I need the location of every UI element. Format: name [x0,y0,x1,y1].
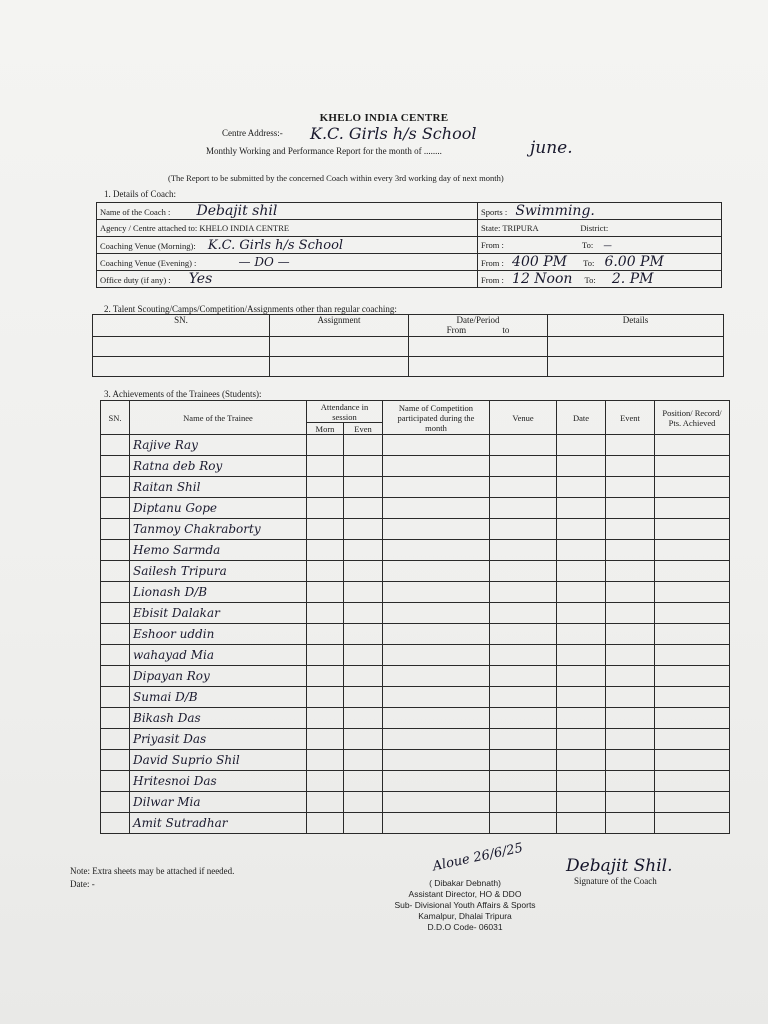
table-cell [606,645,655,666]
table-cell [655,750,730,771]
trainee-name: wahayad Mia [130,645,307,666]
table-cell [490,771,557,792]
table-cell [557,771,606,792]
table-cell [344,645,383,666]
table-cell [101,561,130,582]
table-cell [557,477,606,498]
table-cell [655,519,730,540]
table-row [101,771,730,792]
table-cell [490,540,557,561]
table-cell [101,582,130,603]
table-cell [344,750,383,771]
section-1-heading: 1. Details of Coach: [104,189,176,199]
table-cell [490,645,557,666]
table-cell [557,792,606,813]
table-cell [557,813,606,834]
table-row [101,792,730,813]
table-cell [606,435,655,456]
table-cell [383,729,490,750]
table-cell [307,792,344,813]
to-label-1: To: [582,239,594,250]
table-row [101,750,730,771]
table-cell [383,519,490,540]
time-row-3 [478,271,722,288]
time-row-2 [478,254,722,271]
trainee-name: Lionash D/B [130,582,307,603]
table-cell [655,687,730,708]
table-row [101,687,730,708]
table-cell [490,477,557,498]
table-cell [307,498,344,519]
table-cell [557,666,606,687]
table-cell [383,645,490,666]
district-label: District: [580,223,609,233]
table-cell [606,771,655,792]
talent-col-date [409,315,548,337]
talent-col-sn: SN. [93,315,270,337]
table-cell [344,540,383,561]
ach-col-competition: Name of Competition participated during the month [383,401,490,435]
table-cell [490,750,557,771]
table-cell [557,582,606,603]
table-cell [344,498,383,519]
monthly-report-label: Monthly Working and Performance Report for the month of ........ [206,146,442,156]
table-cell [655,645,730,666]
table-cell [490,813,557,834]
ach-col-position: Position/ Record/ Pts. Achieved [655,401,730,435]
table-cell [490,708,557,729]
talent-cell [409,337,548,357]
to-value-3: 2. PM [611,271,654,287]
table-cell [383,540,490,561]
table-cell [307,708,344,729]
table-cell [101,645,130,666]
table-row [101,813,730,834]
submission-instruction: (The Report to be submitted by the concerned Coach within every 3rd working day of next month) [168,173,504,183]
table-cell [655,624,730,645]
table-row [101,477,730,498]
trainee-name: Diptanu Gope [130,498,307,519]
table-cell [383,792,490,813]
table-cell [307,519,344,540]
to-value-1: — [603,240,612,251]
table-cell [344,582,383,603]
table-cell [344,435,383,456]
stamp-line: Kamalpur, Dhalai Tripura [418,911,512,921]
table-cell [344,561,383,582]
table-cell [606,456,655,477]
talent-col-details: Details [548,315,724,337]
table-cell [101,771,130,792]
table-row [101,519,730,540]
table-cell [490,582,557,603]
table-cell [101,540,130,561]
table-cell [307,582,344,603]
table-cell [557,435,606,456]
table-cell [606,582,655,603]
trainee-name: Sailesh Tripura [130,561,307,582]
table-cell [606,666,655,687]
table-cell [606,540,655,561]
talent-scouting-table [92,314,724,377]
table-cell [101,603,130,624]
table-cell [655,561,730,582]
to-label-3: To: [584,275,596,285]
table-cell [307,477,344,498]
trainee-name: Ratna deb Roy [130,456,307,477]
table-cell [344,519,383,540]
table-cell [307,624,344,645]
stamp-line: ( Dibakar Debnath) [429,878,501,888]
table-cell [307,540,344,561]
achievements-table [100,400,730,834]
venue-morning-value: K.C. Girls h/s School [207,237,344,253]
table-cell [606,519,655,540]
table-cell [490,624,557,645]
to-value-2: 6.00 PM [604,254,664,270]
table-cell [383,582,490,603]
talent-cell [270,357,409,377]
state-cell [478,220,722,237]
trainee-name: David Suprio Shil [130,750,307,771]
table-row [101,666,730,687]
trainee-name: Priyasit Das [130,729,307,750]
table-cell [490,687,557,708]
table-cell [606,498,655,519]
table-cell [307,666,344,687]
officer-signature: Aloue 26/6/25 [431,840,525,875]
table-cell [101,519,130,540]
trainee-name: Dilwar Mia [130,792,307,813]
stamp-line: D.D.O Code- 06031 [427,922,503,932]
table-cell [490,666,557,687]
talent-cell [548,337,724,357]
from-label-3: From : [481,275,504,285]
talent-cell [548,357,724,377]
table-row [101,456,730,477]
table-cell [344,624,383,645]
table-cell [557,456,606,477]
table-cell [655,540,730,561]
table-cell [557,708,606,729]
ach-col-morn: Morn [307,423,344,435]
coach-signature-label: Signature of the Coach [574,876,657,886]
table-cell [101,456,130,477]
table-row [101,435,730,456]
section-3-heading: 3. Achievements of the Trainees (Students): [104,389,262,399]
table-cell [307,771,344,792]
table-cell [557,561,606,582]
table-cell [655,456,730,477]
agency-cell: Agency / Centre attached to: KHELO INDIA CENTRE [97,220,478,237]
sports-label: Sports : [481,207,508,217]
time-row-1 [478,237,722,254]
ach-col-even: Even [344,423,383,435]
form-title: KHELO INDIA CENTRE [319,112,449,124]
table-cell [490,456,557,477]
table-cell [101,813,130,834]
table-cell [307,603,344,624]
table-cell [307,435,344,456]
trainee-name: Hemo Sarmda [130,540,307,561]
table-cell [557,624,606,645]
table-cell [557,603,606,624]
table-cell [307,813,344,834]
extra-sheets-note: Note: Extra sheets may be attached if needed. [70,866,235,876]
table-cell [606,708,655,729]
talent-cell [409,357,548,377]
talent-cell [93,337,270,357]
table-cell [307,687,344,708]
talent-col-assignment: Assignment [270,315,409,337]
trainee-name: Amit Sutradhar [130,813,307,834]
table-cell [344,792,383,813]
table-row [101,561,730,582]
trainee-name: Bikash Das [130,708,307,729]
table-cell [383,435,490,456]
table-cell [383,624,490,645]
centre-address-value: K.C. Girls h/s School [310,124,477,143]
table-cell [606,624,655,645]
date-label: Date: - [70,879,95,889]
table-cell [101,624,130,645]
table-cell [557,687,606,708]
table-cell [606,792,655,813]
talent-col-to: to [502,325,510,335]
table-cell [383,456,490,477]
from-label-2: From : [481,258,504,268]
table-cell [655,666,730,687]
table-cell [101,708,130,729]
trainee-name: Raitan Shil [130,477,307,498]
coach-signature: Debajit Shil. [566,856,673,876]
office-duty-value: Yes [188,271,213,287]
table-cell [557,540,606,561]
table-row [101,498,730,519]
table-cell [344,456,383,477]
table-cell [606,603,655,624]
table-cell [655,813,730,834]
section-2-heading: 2. Talent Scouting/Camps/Competition/Assignments other than regular coaching: [104,304,397,314]
table-cell [655,792,730,813]
ach-col-attendance: Attendance in session [307,401,383,423]
talent-cell [270,337,409,357]
table-row [101,624,730,645]
table-cell [490,603,557,624]
venue-morning-cell [97,237,478,254]
table-cell [383,813,490,834]
table-cell [557,645,606,666]
venue-morning-label: Coaching Venue (Morning): [100,240,196,251]
table-cell [383,687,490,708]
talent-col-from-to [412,325,544,335]
table-cell [655,477,730,498]
table-cell [383,771,490,792]
table-cell [557,498,606,519]
table-cell [383,750,490,771]
table-row [101,603,730,624]
table-cell [655,498,730,519]
trainee-name: Ebisit Dalakar [130,603,307,624]
coach-name-cell [97,203,478,220]
table-cell [101,477,130,498]
table-cell [490,792,557,813]
sports-cell [478,203,722,220]
table-cell [655,708,730,729]
table-cell [383,666,490,687]
table-cell [344,708,383,729]
from-label-1: From : [481,239,504,250]
trainee-name: Tanmoy Chakraborty [130,519,307,540]
table-cell [655,771,730,792]
table-row [101,540,730,561]
trainee-name: Dipayan Roy [130,666,307,687]
table-cell [606,813,655,834]
from-value-3: 12 Noon [512,271,573,287]
coach-details-table [96,202,722,288]
table-row [101,582,730,603]
table-cell [557,750,606,771]
table-row [101,729,730,750]
trainee-name: Rajive Ray [130,435,307,456]
trainee-name: Hritesnoi Das [130,771,307,792]
ach-col-name: Name of the Trainee [130,401,307,435]
ach-col-sn: SN. [101,401,130,435]
table-cell [557,519,606,540]
table-cell [655,729,730,750]
table-cell [606,687,655,708]
table-cell [101,498,130,519]
table-cell [606,750,655,771]
table-cell [655,603,730,624]
centre-address-label: Centre Address:- [222,128,283,138]
venue-evening-label: Coaching Venue (Evening) : [100,258,197,268]
venue-evening-cell [97,254,478,271]
table-cell [344,477,383,498]
table-cell [101,792,130,813]
table-cell [307,729,344,750]
table-cell [344,687,383,708]
table-cell [344,771,383,792]
table-cell [606,729,655,750]
table-cell [344,729,383,750]
table-cell [490,561,557,582]
trainee-name: Sumai D/B [130,687,307,708]
table-cell [557,729,606,750]
table-cell [606,477,655,498]
table-cell [490,519,557,540]
table-cell [101,687,130,708]
table-cell [307,561,344,582]
stamp-line: Sub- Divisional Youth Affairs & Sports [394,900,536,910]
from-value-2: 400 PM [512,254,567,270]
table-cell [490,498,557,519]
table-cell [101,729,130,750]
office-duty-label: Office duty (if any) : [100,275,171,285]
table-cell [101,750,130,771]
office-duty-cell [97,271,478,288]
table-cell [383,561,490,582]
month-value: june. [530,138,573,158]
table-cell [307,456,344,477]
talent-col-date-label: Date/Period [456,315,500,325]
table-cell [383,603,490,624]
trainee-name: Eshoor uddin [130,624,307,645]
stamp-line: Assistant Director, HO & DDO [408,889,522,899]
table-cell [383,477,490,498]
table-cell [490,729,557,750]
table-row [101,708,730,729]
table-cell [307,645,344,666]
coach-name-value: Debajit shil [196,203,278,219]
officer-stamp [360,878,570,933]
state-label: State: TRIPURA [481,223,539,233]
table-cell [344,813,383,834]
sports-value: Swimming. [515,203,595,219]
to-label-2: To: [583,258,595,268]
table-cell [383,708,490,729]
talent-col-from: From [446,325,467,335]
venue-evening-value: — DO — [238,255,290,269]
table-cell [307,750,344,771]
ach-col-event: Event [606,401,655,435]
table-row [101,645,730,666]
coach-name-label: Name of the Coach : [100,207,171,217]
ach-col-date: Date [557,401,606,435]
table-cell [344,603,383,624]
table-cell [655,582,730,603]
table-cell [101,666,130,687]
table-cell [101,435,130,456]
table-cell [655,435,730,456]
talent-cell [93,357,270,377]
table-cell [383,498,490,519]
table-cell [490,435,557,456]
ach-col-venue: Venue [490,401,557,435]
table-cell [606,561,655,582]
trainee-rows [101,435,730,834]
table-cell [344,666,383,687]
